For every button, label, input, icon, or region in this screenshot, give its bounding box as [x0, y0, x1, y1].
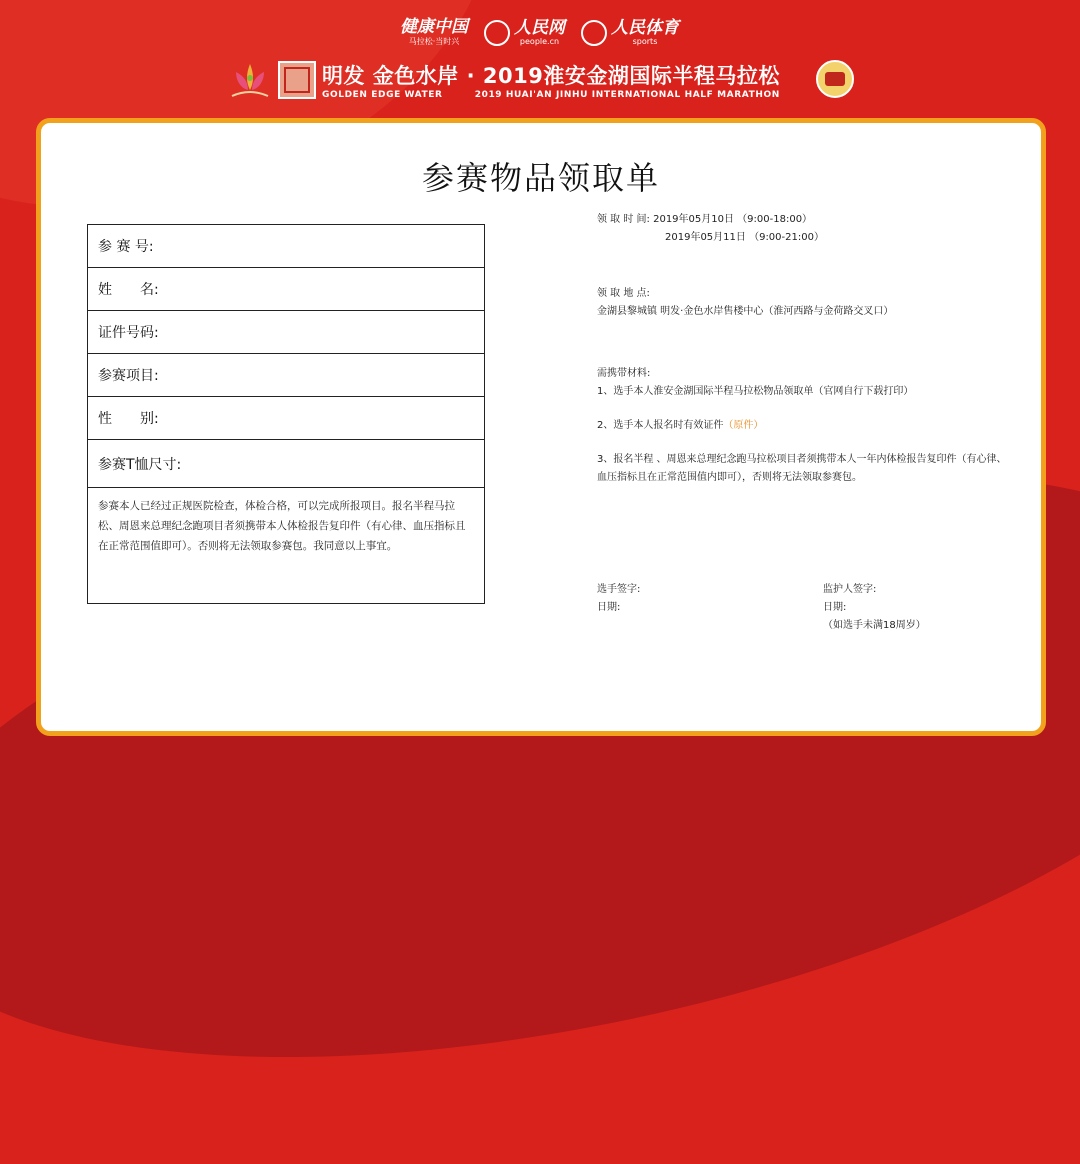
field-tshirt-size: 参赛T恤尺寸: [88, 440, 484, 488]
field-bib-number: 参 赛 号: [88, 225, 484, 268]
guardian-signature-block [823, 581, 926, 635]
original-note: （原件） [723, 420, 764, 431]
materials-item-2: 2、选手本人报名时有效证件（原件） [597, 420, 764, 431]
athlete-date-label: 日期: [597, 602, 621, 613]
athlete-sign-label: 选手签字: [597, 584, 641, 595]
people-circle-icon [484, 20, 510, 46]
event-header [0, 0, 1080, 112]
pickup-time-line-2: 2019年05月11日 （9:00-21:00） [665, 232, 824, 243]
materials-item-3: 3、报名半程 、周恩来总理纪念跑马拉松项目者须携带本人一年内体检报告复印件（有心律、血压指标且在正常范围值内即可），否则将无法领取参赛包。 [597, 454, 1007, 483]
pickup-place-block [597, 285, 893, 321]
declaration-text: 参赛本人已经过正规医院检查，体检合格，可以完成所报项目。报名半程马拉松、周恩来总理纪念跑项目者须携带本人体检报告复印件（有心律、血压指标且在正常范围值即可）。否则将无法领取参赛包。我同意以上事宜。 [98, 500, 466, 552]
guardian-sign-label: 监护人签字: [823, 584, 877, 595]
event-subtitle: GOLDEN EDGE WATER 2019 HUAI'AN JINHU INTERNATIONAL HALF MARATHON [322, 90, 780, 100]
sponsor-logos [400, 18, 679, 47]
materials-item-1: 1、选手本人淮安金湖国际半程马拉松物品领取单（官网自行下载打印） [597, 386, 914, 397]
guardian-note: （如选手未满18周岁） [823, 620, 926, 631]
pickup-place-value: 金湖县黎城镇 明发·金色水岸售楼中心（淮河西路与金荷路交叉口） [597, 306, 894, 317]
pickup-place-label: 领 取 地 点: [597, 288, 650, 299]
sports-circle-icon [581, 20, 607, 46]
document-title: 参赛物品领取单 [421, 159, 660, 197]
pickup-form-card [36, 118, 1046, 736]
pickup-time-line-1: 领 取 时 间: 2019年05月10日 （9:00-18:00） [597, 214, 813, 225]
mingfa-seal-icon [278, 61, 316, 99]
people-cn-logo: 人民网 people.cn [484, 19, 565, 46]
athlete-signature-block [597, 581, 640, 617]
marathon-badge-icon [816, 60, 854, 98]
registration-form-table [87, 224, 485, 604]
field-id-number: 证件号码: [88, 311, 484, 354]
field-name: 姓 名: [88, 268, 484, 311]
guardian-date-label: 日期: [823, 602, 847, 613]
materials-block [597, 365, 1007, 487]
pickup-time-block [597, 211, 824, 247]
field-event: 参赛项目: [88, 354, 484, 397]
jiankang-zhongguo-logo: 健康中国 马拉松·当时兴 [400, 17, 468, 46]
people-sports-logo: 人民体育 sports [581, 19, 679, 46]
field-gender: 性 别: [88, 397, 484, 440]
materials-label: 需携带材料: [597, 368, 651, 379]
event-title: 明发 金色水岸 · 2019淮安金湖国际半程马拉松 [322, 64, 780, 88]
event-title-block [322, 60, 780, 100]
event-title-row [228, 58, 780, 102]
lotus-runner-icon [228, 58, 272, 102]
